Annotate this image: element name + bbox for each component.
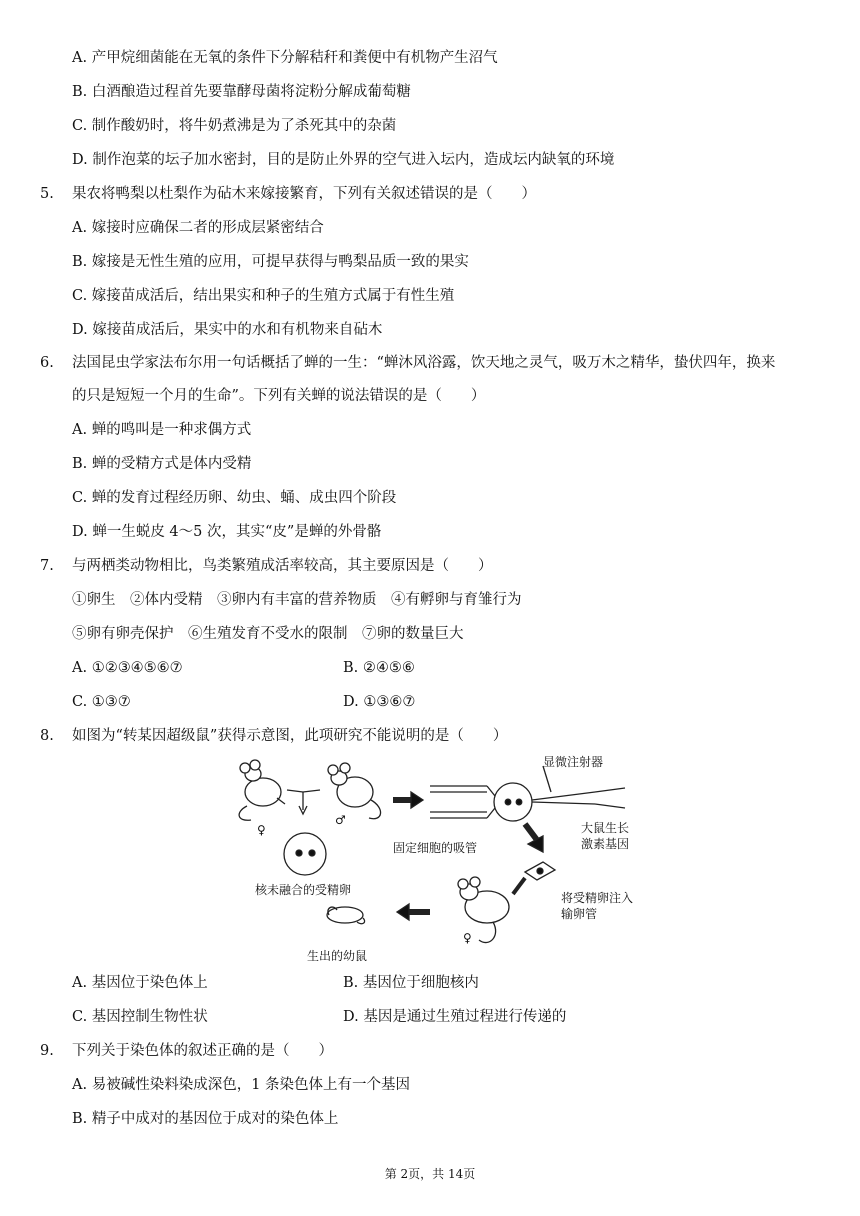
female-symbol: ♀: [257, 823, 266, 837]
q7-items-line-1: ①卵生 ②体内受精 ③卵内有丰富的营养物质 ④有孵卵与育雏行为: [72, 592, 522, 608]
question-stem: 下列关于染色体的叙述正确的是（ ）: [72, 1043, 333, 1059]
label-gene-line-2: 激素基因: [581, 837, 630, 851]
question-stem: 与两栖类动物相比，鸟类繁殖成活率较高，其主要原因是（ ）: [72, 558, 493, 574]
q6-option-d: D. 蝉一生蜕皮 4～5 次，其实“皮”是蝉的外骨骼: [72, 524, 382, 540]
arrow-to-pipette-head: [411, 792, 423, 808]
q4-option-b: B. 白酒酿造过程首先要靠酵母菌将淀粉分解成葡萄糖: [72, 84, 411, 100]
question-stem-line-2: 的只是短短一个月的生命”。下列有关蝉的说法错误的是（ ）: [72, 388, 486, 404]
question-number: 7.: [40, 558, 54, 574]
q7-option-d: D. ①③⑥⑦: [343, 694, 416, 710]
male-mouse-illustration: [328, 763, 381, 819]
fertilized-egg-illustration: [284, 833, 326, 875]
q5-option-d: D. 嫁接苗成活后，果实中的水和有机物来自砧木: [72, 322, 383, 338]
mating-connector: [287, 790, 320, 792]
q6-option-a: A. 蝉的鸣叫是一种求偶方式: [72, 422, 252, 438]
injected-egg-illustration: [513, 862, 555, 894]
q8-option-c: C. 基因控制生物性状: [72, 1009, 208, 1025]
q5-option-c: C. 嫁接苗成活后，结出果实和种子的生殖方式属于有性生殖: [72, 288, 455, 304]
q7-option-b: B. ②④⑤⑥: [343, 660, 415, 676]
question-stem: 果农将鸭梨以杜梨作为砧木来嫁接繁育，下列有关叙述错误的是（ ）: [72, 186, 536, 202]
q6-option-b: B. 蝉的受精方式是体内受精: [72, 456, 252, 472]
q4-option-a: A. 产甲烷细菌能在无氧的条件下分解秸秆和粪便中有机物产生沼气: [72, 50, 498, 66]
arrow-to-injection: [525, 824, 537, 840]
arrow-to-offspring-head: [397, 904, 409, 920]
offspring-mice-illustration: [327, 907, 365, 924]
female-mouse-illustration: [239, 760, 285, 820]
q9-option-a: A. 易被碱性染料染成深色，1 条染色体上有一个基因: [72, 1077, 411, 1093]
label-holding-pipette: 固定细胞的吸管: [393, 841, 478, 855]
recipient-female-symbol: ♀: [463, 931, 472, 945]
q9-option-b: B. 精子中成对的基因位于成对的染色体上: [72, 1111, 339, 1127]
label-inject-line-1: 将受精卵注入: [561, 891, 634, 905]
q5-option-a: A. 嫁接时应确保二者的形成层紧密结合: [72, 220, 324, 236]
q7-items-line-2: ⑤卵有卵壳保护 ⑥生殖发育不受水的限制 ⑦卵的数量巨大: [72, 626, 464, 642]
q7-option-c: C. ①③⑦: [72, 694, 131, 710]
q8-option-b: B. 基因位于细胞核内: [343, 975, 479, 991]
holding-pipette-illustration: [430, 783, 532, 821]
label-fertilized-egg: 核未融合的受精卵: [255, 883, 352, 897]
male-symbol: ♂: [335, 813, 346, 827]
question-stem-line-1: 法国昆虫学家法布尔用一句话概括了蝉的一生：“蝉沐风浴露，饮天地之灵气，吸万木之精华，蛰伏四年，换来: [72, 355, 776, 371]
question-number: 6.: [40, 355, 54, 371]
q5-option-b: B. 嫁接是无性生殖的应用，可提早获得与鸭梨品质一致的果实: [72, 254, 469, 270]
label-microinjector: 显微注射器: [543, 755, 604, 769]
q8-option-a: A. 基因位于染色体上: [72, 975, 208, 991]
q6-option-c: C. 蝉的发育过程经历卵、幼虫、蛹、成虫四个阶段: [72, 490, 397, 506]
microinjector-illustration: [532, 766, 625, 808]
page-footer: 第 2页，共 14页: [384, 1167, 476, 1181]
transgenic-mouse-diagram: [225, 752, 645, 967]
question-number: 8.: [40, 728, 54, 744]
label-inject-line-2: 输卵管: [561, 907, 598, 921]
question-stem: 如图为“转某因超级鼠”获得示意图，此项研究不能说明的是（ ）: [72, 728, 508, 744]
label-offspring: 生出的幼鼠: [307, 949, 368, 963]
question-number: 5.: [40, 186, 54, 202]
question-number: 9.: [40, 1043, 54, 1059]
q4-option-d: D. 制作泡菜的坛子加水密封，目的是防止外界的空气进入坛内，造成坛内缺氧的环境: [72, 152, 615, 168]
q4-option-c: C. 制作酸奶时，将牛奶煮沸是为了杀死其中的杂菌: [72, 118, 397, 134]
q7-option-a: A. ①②③④⑤⑥⑦: [72, 660, 183, 676]
q8-option-d: D. 基因是通过生殖过程进行传递的: [343, 1009, 567, 1025]
label-gene-line-1: 大鼠生长: [581, 821, 630, 835]
